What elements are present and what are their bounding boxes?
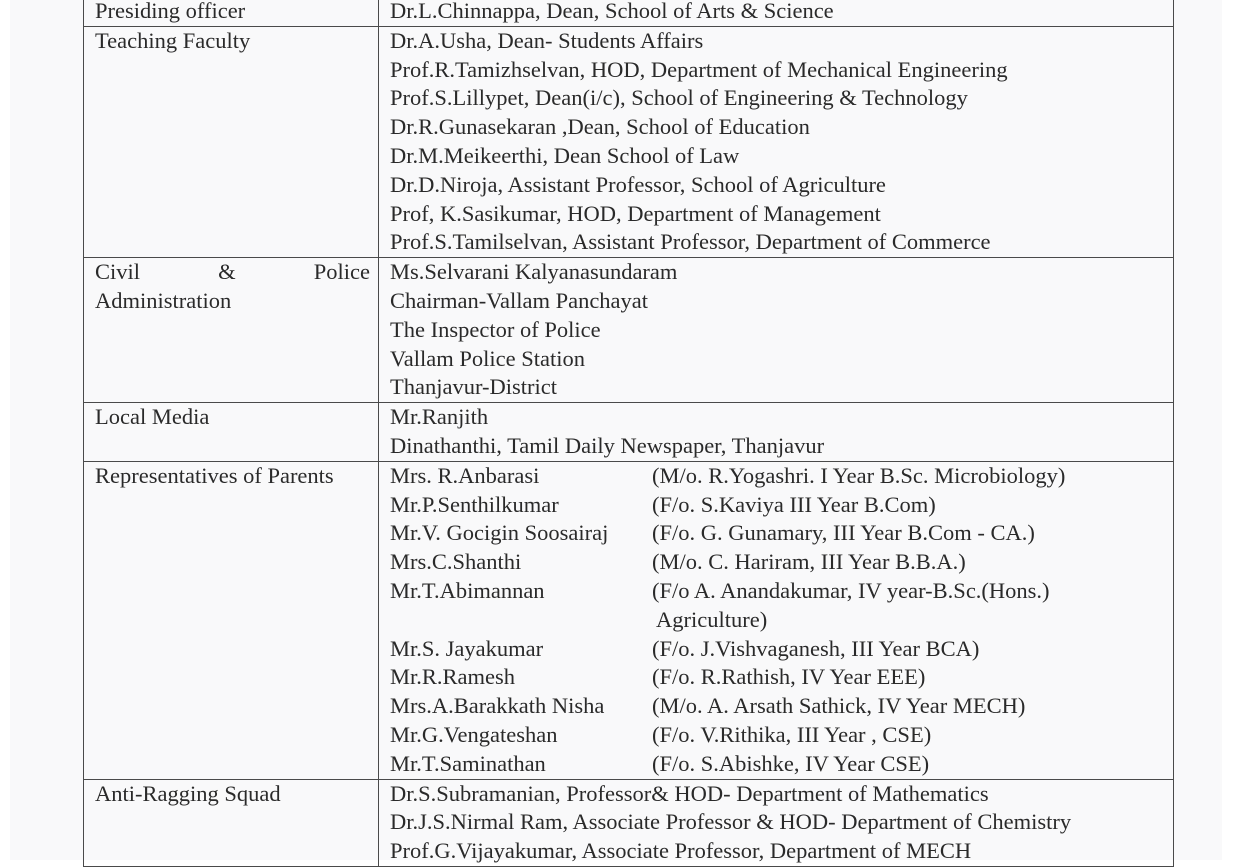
- category-label-line2: Administration: [95, 287, 232, 313]
- parent-relation: (F/o. J.Vishvaganesh, III Year BCA): [652, 635, 980, 661]
- category-label: Representatives of Parents: [95, 462, 334, 488]
- member-line: Dr.S.Subramanian, Professor& HOD- Department of Mathematics: [390, 780, 989, 806]
- parent-name: Mr.P.Senthilkumar: [390, 491, 559, 517]
- parent-relation: (F/o A. Anandakumar, IV year-B.Sc.(Hons.): [652, 577, 1050, 603]
- parent-name: Mr.G.Vengateshan: [390, 721, 558, 747]
- parent-name: Mr.S. Jayakumar: [390, 635, 544, 661]
- parent-entry: [390, 548, 1165, 577]
- member-line: Prof.R.Tamizhselvan, HOD, Department of Mechanical Engineering: [390, 56, 1008, 82]
- member-line: Chairman-Vallam Panchayat: [390, 287, 649, 313]
- members-cell: [379, 403, 1174, 462]
- members-cell: [379, 26, 1174, 257]
- member-line: Ms.Selvarani Kalyanasundaram: [390, 259, 678, 285]
- parent-entry: [390, 692, 1165, 721]
- parent-entry: [390, 663, 1165, 692]
- members-cell: [379, 461, 1174, 779]
- member-line: Prof, K.Sasikumar, HOD, Department of Management: [390, 200, 881, 226]
- parent-relation: (F/o. G. Gunamary, III Year B.Com - CA.): [652, 520, 1035, 546]
- table-row: [84, 258, 1174, 403]
- parent-relation: (F/o. R.Rathish, IV Year EEE): [652, 664, 926, 690]
- parent-relation: (F/o. S.Abishke, IV Year CSE): [652, 750, 930, 776]
- category-word: &: [218, 259, 236, 285]
- members-cell: [379, 258, 1174, 403]
- category-word: Civil: [95, 259, 141, 285]
- category-label: Anti-Ragging Squad: [95, 780, 281, 806]
- parent-name: Mr.V. Gocigin Soosairaj: [390, 520, 609, 546]
- category-cell: [84, 403, 379, 462]
- category-cell: [84, 779, 379, 866]
- parent-relation: (M/o. A. Arsath Sathick, IV Year MECH): [652, 693, 1026, 719]
- parent-entry: [390, 721, 1165, 750]
- member-line: Dr.J.S.Nirmal Ram, Associate Professor & HOD- Department of Chemistry: [390, 809, 1072, 835]
- parent-relation: (M/o. R.Yogashri. I Year B.Sc. Microbiology): [652, 462, 1066, 488]
- table-row: [84, 0, 1174, 26]
- member-line: Dr.R.Gunasekaran ,Dean, School of Education: [390, 114, 810, 140]
- document-sheet: [10, 0, 1222, 864]
- member-line: Thanjavur-District: [390, 374, 557, 400]
- member-line: Dr.M.Meikeerthi, Dean School of Law: [390, 142, 740, 168]
- parent-name: Mr.R.Ramesh: [390, 664, 516, 690]
- parent-name: Mr.T.Abimannan: [390, 577, 545, 603]
- category-label: [95, 258, 370, 287]
- category-label: Presiding officer: [95, 0, 246, 23]
- parent-relation: (F/o. S.Kaviya III Year B.Com): [652, 491, 936, 517]
- parent-name: Mrs.A.Barakkath Nisha: [390, 693, 605, 719]
- parent-relation: (F/o. V.Rithika, III Year , CSE): [652, 721, 932, 747]
- category-cell: [84, 0, 379, 26]
- member-line: Vallam Police Station: [390, 345, 585, 371]
- member-line: Prof.G.Vijayakumar, Associate Professor, Department of MECH: [390, 838, 972, 864]
- parent-name: Mrs. R.Anbarasi: [390, 462, 540, 488]
- members-cell: [379, 779, 1174, 866]
- category-word: Police: [313, 259, 370, 285]
- parent-entry: [390, 750, 1165, 779]
- parent-entry: [390, 577, 1165, 606]
- table-row: [84, 779, 1174, 866]
- parent-entry: [390, 491, 1165, 520]
- table-row: [84, 26, 1174, 257]
- member-line: Prof.S.Lillypet, Dean(i/c), School of Engineering & Technology: [390, 85, 968, 111]
- member-line: Dr.L.Chinnappa, Dean, School of Arts & Science: [390, 0, 834, 23]
- parent-relation: (M/o. C. Hariram, III Year B.B.A.): [652, 549, 966, 575]
- category-label: Teaching Faculty: [95, 27, 251, 53]
- member-line: Dr.A.Usha, Dean- Students Affairs: [390, 27, 704, 53]
- parent-relation-continuation: Agriculture): [656, 606, 768, 632]
- parent-name: Mr.T.Saminathan: [390, 750, 546, 776]
- parent-entry: [390, 462, 1165, 491]
- member-line: The Inspector of Police: [390, 316, 601, 342]
- members-cell: [379, 0, 1174, 26]
- category-label: Local Media: [95, 404, 210, 430]
- table-row: [84, 403, 1174, 462]
- member-line: Dinathanthi, Tamil Daily Newspaper, Thanjavur: [390, 432, 825, 458]
- member-line: Prof.S.Tamilselvan, Assistant Professor, Department of Commerce: [390, 229, 991, 255]
- category-cell: [84, 461, 379, 779]
- member-line: Dr.D.Niroja, Assistant Professor, School of Agriculture: [390, 171, 886, 197]
- category-cell: [84, 26, 379, 257]
- parent-entry: [390, 519, 1165, 548]
- member-line: Mr.Ranjith: [390, 404, 489, 430]
- table-row: [84, 461, 1174, 779]
- parent-name: Mrs.C.Shanthi: [390, 549, 522, 575]
- parent-entry: [390, 635, 1165, 664]
- committee-table: [83, 0, 1174, 867]
- category-cell: [84, 258, 379, 403]
